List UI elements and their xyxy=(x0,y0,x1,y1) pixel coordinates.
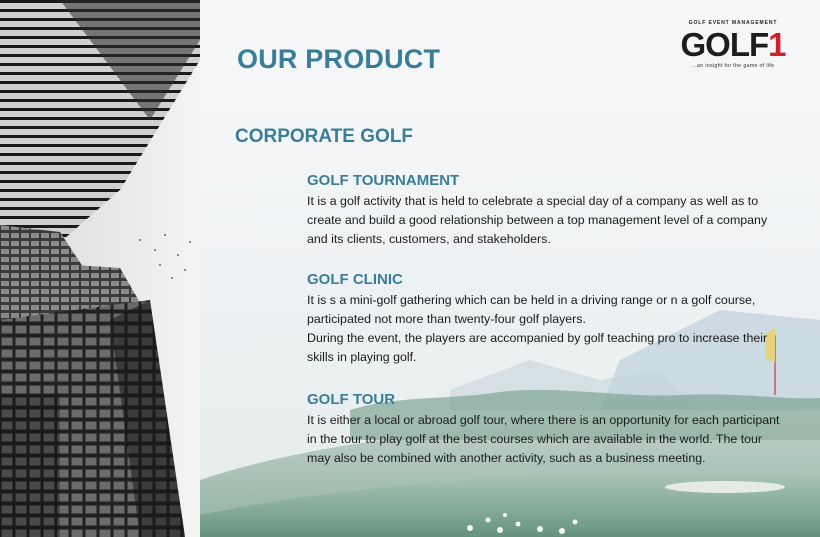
product-heading: GOLF TOURNAMENT xyxy=(307,172,460,189)
logo-main-text: GOLF xyxy=(680,26,769,63)
product-golf-clinic xyxy=(307,271,787,367)
product-description: It is either a local or abroad golf tour, where there is an opportunity for each participant in the tour to play golf at the best courses which are available in the world. The tour may also be combined with another activity, such as a business meeting. xyxy=(307,413,780,465)
product-golf-tournament xyxy=(307,172,787,249)
logo-accent-text: 1 xyxy=(768,26,786,63)
product-golf-tour xyxy=(307,391,787,468)
skyscraper-photo xyxy=(0,0,200,537)
product-description: It is a golf activity that is held to celebrate a special day of a company as well as to create and build a good relationship between a top management level of a company and its clients, customers, and stakeholders. xyxy=(307,194,768,246)
product-description-extra: During the event, the players are accompanied by golf teaching pro to increase their skills in playing golf. xyxy=(307,331,768,364)
logo-wordmark xyxy=(672,27,794,63)
logo-tagline: ...an insight for the game of life xyxy=(691,63,775,69)
section-title: CORPORATE GOLF xyxy=(235,126,414,147)
product-description: It is s a mini-golf gathering which can be held in a driving range or n a golf course, participated not more than twenty-four golf players. xyxy=(307,293,756,326)
product-heading: GOLF CLINIC xyxy=(307,271,403,288)
product-heading: GOLF TOUR xyxy=(307,391,396,408)
page-title: OUR PRODUCT xyxy=(237,44,441,74)
logo-top-text: GOLF EVENT MANAGEMENT xyxy=(688,20,778,26)
golf1-logo xyxy=(672,20,794,72)
